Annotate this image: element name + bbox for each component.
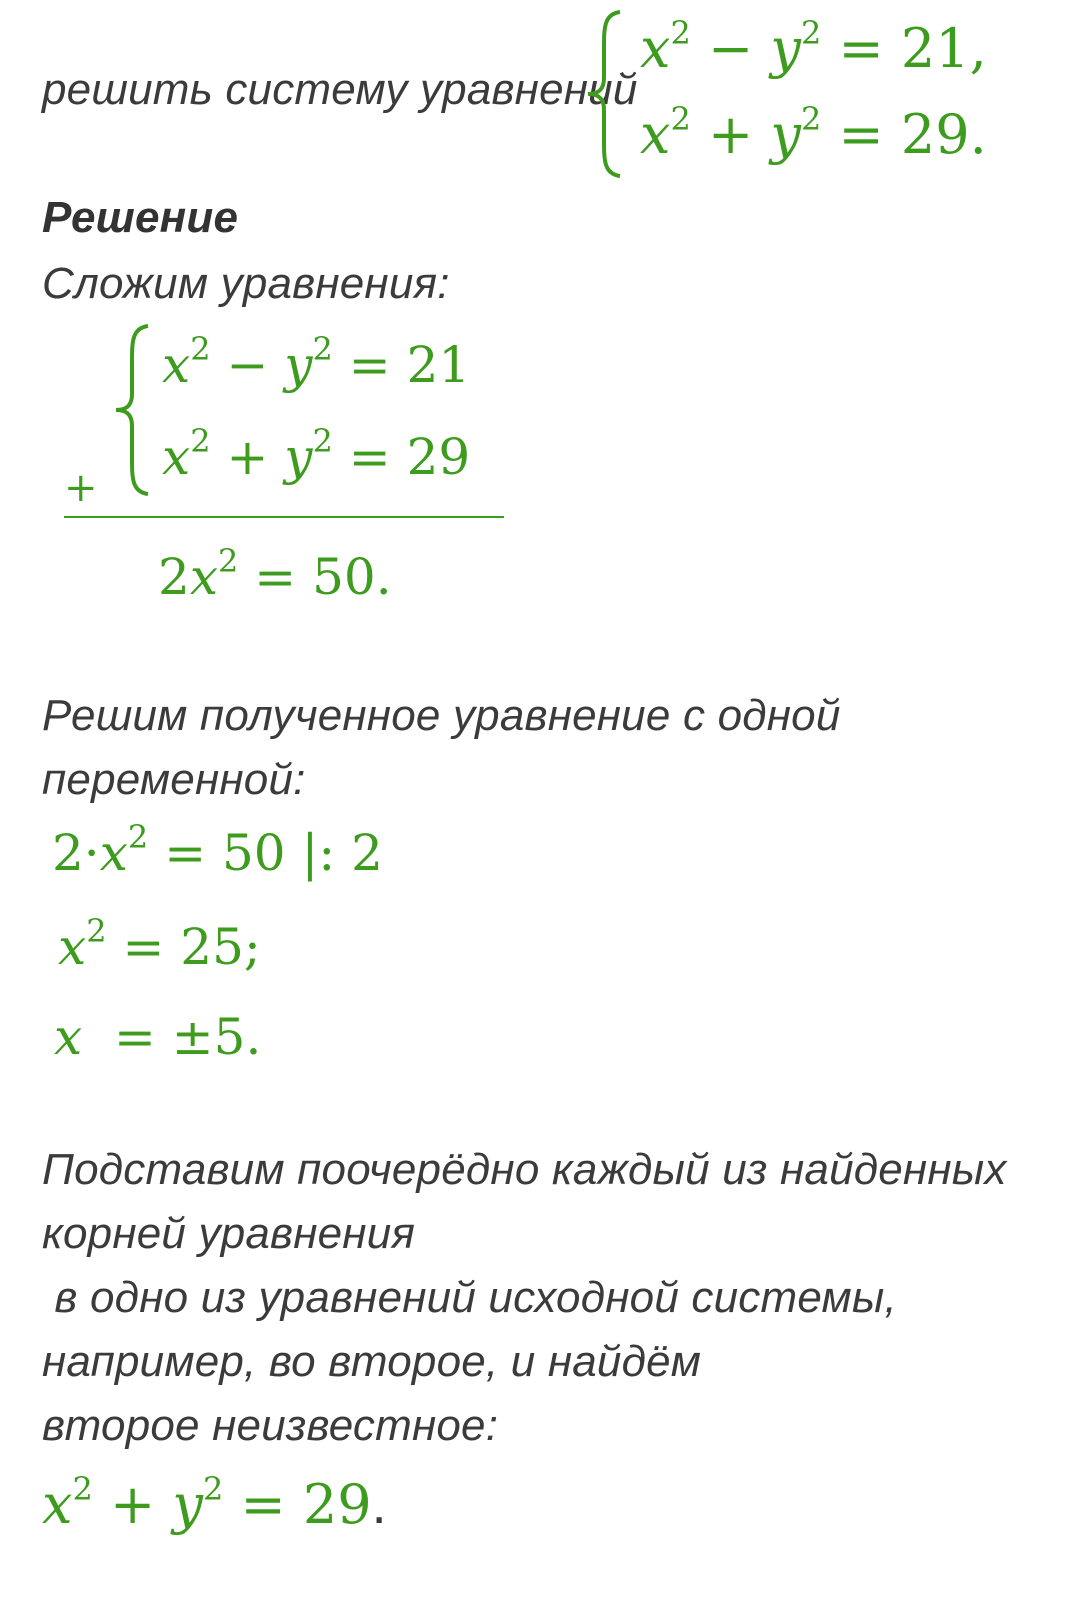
- addition-rule: [64, 516, 504, 518]
- subst-line-3: в одно из уравнений исходной системы,: [42, 1273, 897, 1322]
- step-2-equation: $x^2 = 25$;: [58, 912, 261, 976]
- final-equation: $x^2 + y^2 = 29$.: [42, 1470, 387, 1536]
- addition-equation-1: $x^2 - y^2 = 21$: [162, 330, 471, 394]
- addition-equation-2: $x^2 + y^2 = 29$: [162, 422, 471, 486]
- subst-line-4: например, во второе, и найдём: [42, 1337, 702, 1386]
- step-1-equation: $2\cdot x^2 = 50$ |: 2: [52, 818, 383, 882]
- system-brace: [582, 8, 628, 180]
- addition-plus-sign: +: [64, 465, 98, 511]
- subst-line-5: второе неизвестное:: [42, 1401, 499, 1450]
- solution-heading: Решение: [42, 193, 239, 242]
- add-equations-text: Сложим уравнения:: [42, 259, 450, 308]
- subst-line-1: Подставим поочерёдно каждый из найденных: [42, 1145, 1007, 1194]
- system-equation-1: $x^2 - y^2 = 21$,: [640, 14, 987, 80]
- addition-brace: [110, 322, 156, 498]
- step-3-equation: x = ±5.: [54, 1008, 262, 1066]
- solve-text-line-2: переменной:: [42, 755, 306, 804]
- addition-result: $2x^2 = 50$.: [158, 542, 392, 606]
- system-equation-2: $x^2 + y^2 = 29$.: [640, 100, 987, 166]
- subst-line-2: корней уравнения: [42, 1209, 416, 1258]
- task-prompt: решить систему уравнений: [42, 65, 638, 114]
- solve-text-line-1: Решим полученное уравнение с одной: [42, 691, 841, 740]
